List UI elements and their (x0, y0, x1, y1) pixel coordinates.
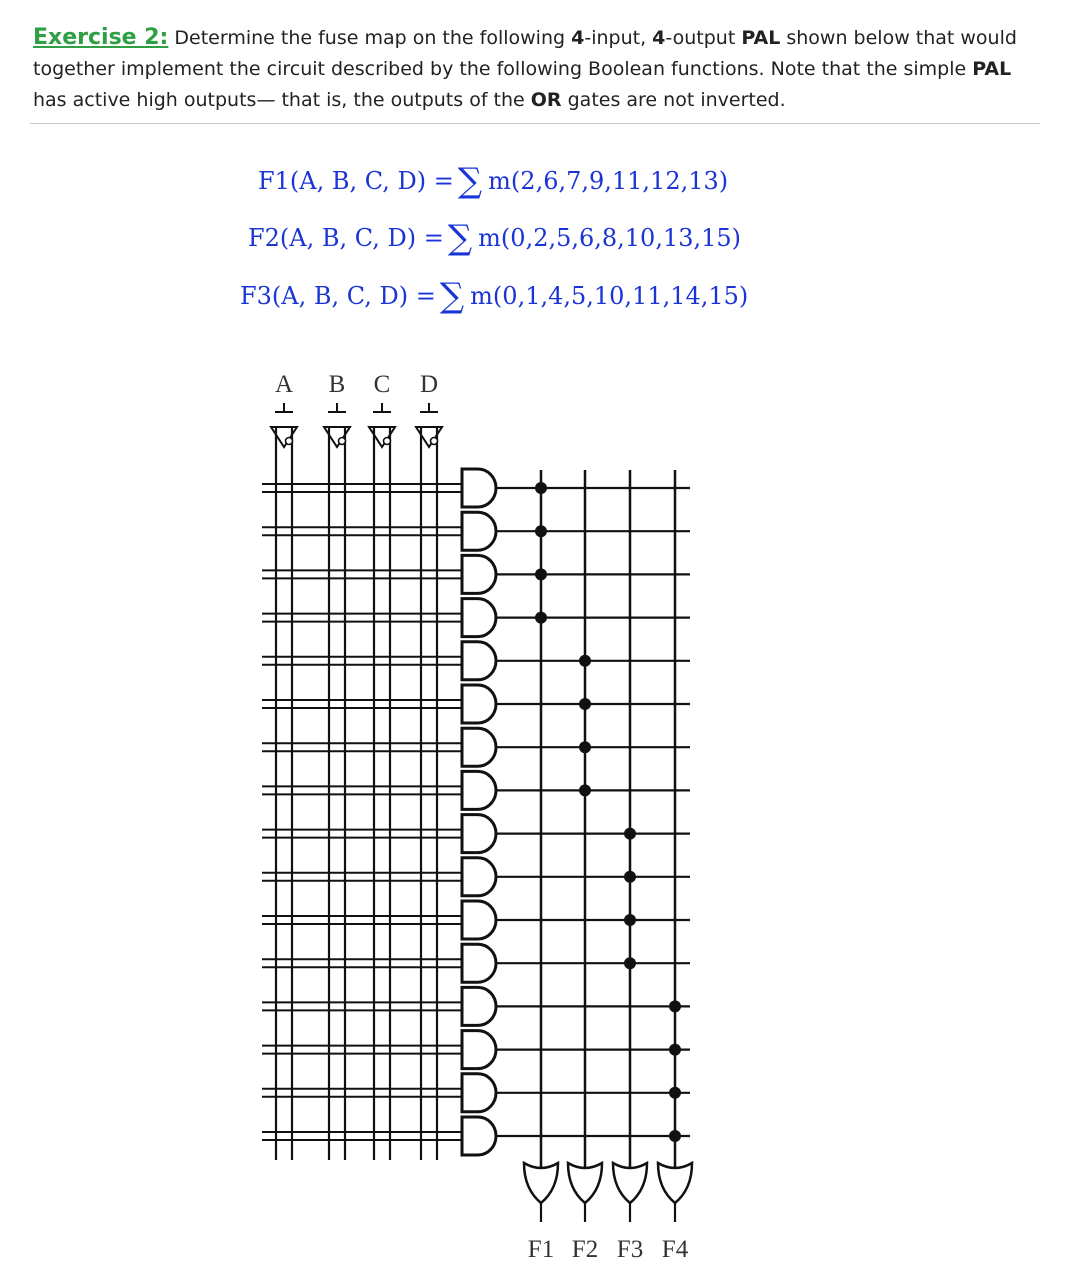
or-gate-icon (658, 1163, 692, 1203)
inverter-bubble-icon (431, 438, 438, 445)
or-gates (496, 470, 692, 1222)
connection-dot (669, 1130, 681, 1142)
connection-dot (669, 1000, 681, 1012)
and-gate-icon (462, 1074, 496, 1112)
and-gates (462, 469, 496, 1155)
equation-f3-rhs: m(0,1,4,5,10,11,14,15) (470, 282, 749, 310)
sigma-icon: ∑ (447, 218, 473, 258)
inverter-bubble-icon (384, 438, 391, 445)
and-gate-icon (462, 1031, 496, 1069)
and-gate-icon (462, 555, 496, 593)
sigma-icon: ∑ (439, 276, 465, 316)
inverter-bubble-icon (339, 438, 346, 445)
connection-dot (624, 957, 636, 969)
instr-bold-1: 4 (571, 27, 585, 49)
and-gate-icon (462, 642, 496, 680)
or-gate-icon (613, 1163, 647, 1203)
instr-bold-4: PAL (972, 58, 1012, 80)
or-gate-icon (568, 1163, 602, 1203)
output-label-f3: F3 (616, 1236, 644, 1263)
equation-f3-lhs: F3(A, B, C, D) = (240, 282, 436, 310)
pal-grid (262, 427, 462, 1160)
exercise-label: Exercise 2: (33, 25, 169, 50)
connection-dot (535, 568, 547, 580)
input-label-c: C (373, 371, 391, 398)
connection-dot (624, 871, 636, 883)
connection-dot (535, 525, 547, 537)
connection-dot (624, 914, 636, 926)
instr-bold-5: OR (530, 89, 562, 111)
connection-dot (579, 784, 591, 796)
and-gate-icon (462, 469, 496, 507)
output-label-f4: F4 (661, 1236, 689, 1263)
and-gate-icon (462, 944, 496, 982)
instr-bold-3: PAL (741, 27, 781, 49)
input-label-a: A (274, 371, 294, 398)
equation-f2-rhs: m(0,2,5,6,8,10,13,15) (478, 224, 742, 252)
and-gate-icon (462, 1117, 496, 1155)
output-label-f1: F1 (527, 1236, 555, 1263)
and-gate-icon (462, 685, 496, 723)
input-label-d: D (419, 371, 439, 398)
equation-f2-lhs: F2(A, B, C, D) = (248, 224, 444, 252)
connection-dot (535, 612, 547, 624)
output-label-f2: F2 (571, 1236, 599, 1263)
and-gate-icon (462, 858, 496, 896)
connection-dot (535, 482, 547, 494)
input-label-b: B (328, 371, 346, 398)
and-gate-icon (462, 512, 496, 550)
connection-dot (579, 741, 591, 753)
and-gate-icon (462, 599, 496, 637)
and-gate-icon (462, 815, 496, 853)
inverter-bubble-icon (286, 438, 293, 445)
connection-dot (669, 1044, 681, 1056)
instr-text-5: has active high outputs— that is, the outputs of the (33, 89, 531, 111)
connection-dot (624, 828, 636, 840)
connection-dot (669, 1087, 681, 1099)
equation-f1-lhs: F1(A, B, C, D) = (258, 167, 454, 195)
and-gate-icon (462, 987, 496, 1025)
instr-text-1: Determine the fuse map on the following (168, 27, 572, 49)
and-gate-icon (462, 901, 496, 939)
instr-bold-2: 4 (652, 27, 666, 49)
instr-text-2: -input, (584, 27, 653, 49)
instr-text-3: -output (665, 27, 742, 49)
or-gate-icon (524, 1163, 558, 1203)
instr-text-4: shown below that would together implement the circuit described by the following Boolean functions. Note that the simple (33, 27, 1017, 80)
and-gate-icon (462, 728, 496, 766)
sigma-icon: ∑ (457, 161, 483, 201)
connection-dot (579, 655, 591, 667)
equation-f1-rhs: m(2,6,7,9,11,12,13) (488, 167, 729, 195)
connection-dot (579, 698, 591, 710)
and-gate-icon (462, 771, 496, 809)
instr-text-6: gates are not inverted. (561, 89, 786, 111)
input-buffers (271, 403, 442, 447)
